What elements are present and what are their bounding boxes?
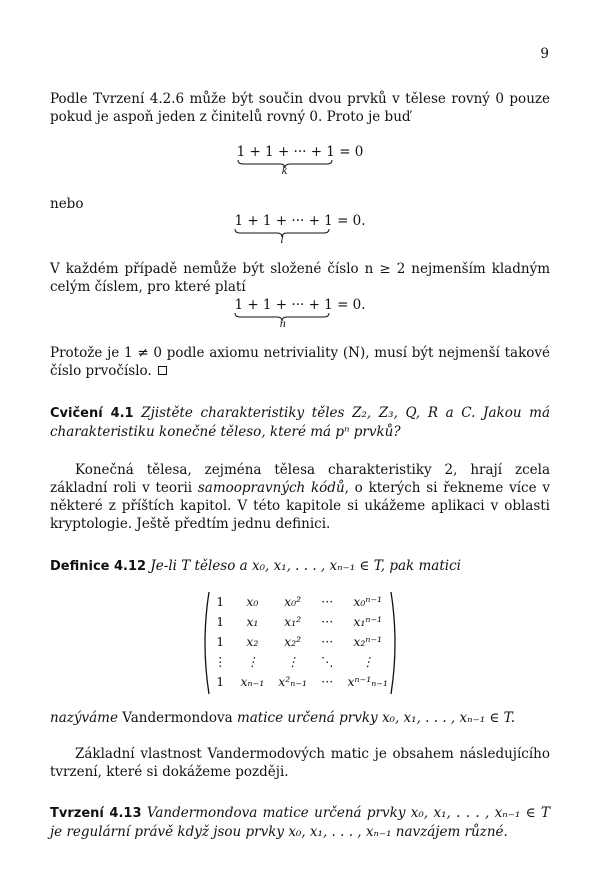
matrix-cell: x₁ [246,613,259,629]
matrix-cell: ⋮ [214,653,227,669]
matrix-cell: ⋱ [320,653,334,669]
paragraph-2: V každém případě nemůže být složené číslo n ≥ 2 nejmenším kladným celým číslem, pro které platí [50,261,550,295]
matrix-cell: x₂² [284,633,302,649]
matrix-cell: ··· [321,673,334,689]
matrix-cell: 1 [216,673,225,689]
equation-k-rhs: = 0 [339,144,364,160]
matrix-cell: x₂ [246,633,259,649]
proposition-label: Tvrzení 4.13 [50,806,142,821]
word-nebo: nebo [50,196,84,212]
equation-n-rhs: = 0. [337,297,366,313]
page-number: 9 [540,46,549,62]
matrix-cell: x₀² [284,593,302,609]
matrix-row [207,631,395,651]
matrix-cell: ⋮ [286,653,299,669]
exercise-label: Cvičení 4.1 [50,406,134,421]
matrix-cell: 1 [216,633,225,649]
proposition-text: Vandermondova matice určená prvky x₀, x₁, . . . , xₙ₋₁ ∈ T je regulární právě když jsou prvky x₀, x₁, . . . , xₙ₋₁ navzájem různé. [50,805,551,840]
after-matrix-a: nazýváme [50,710,118,726]
matrix-row [207,591,395,611]
matrix-cell: xⁿ⁻¹ₙ₋₁ [347,673,388,689]
matrix-cell: ⋮ [246,653,259,669]
equation-l-subscript: l [280,235,284,246]
matrix-row [207,611,395,631]
definition-label: Definice 4.12 [50,559,147,574]
paragraph-4-part-a: Konečná tělesa, zejména tělesa charakteristiky 2, hrají zcela základní roli v teorii [50,462,550,496]
matrix-cell: x²ₙ₋₁ [278,673,307,689]
paragraph-4-emphasis: samoopravných kódů [197,480,345,496]
matrix-cell: ··· [321,633,334,649]
matrix-cell: ··· [321,613,334,629]
exercise-text: Zjistěte charakteristiky těles Z₂, Z₃, Q, R a C. Jakou má charakteristiku konečné těleso, které má pⁿ prvků? [50,405,551,440]
equation-l-rhs: = 0. [337,213,366,229]
matrix-cell: xₙ₋₁ [240,673,265,689]
matrix-row [207,671,395,691]
equation-k-subscript: k [281,166,288,177]
matrix-cell: ⋮ [361,653,374,669]
equation-k [0,144,600,177]
vandermonde-matrix [200,591,400,695]
matrix-cell: ··· [321,593,334,609]
paragraph-3-text: Protože je 1 ≠ 0 podle axiomu netriviality (N), musí být nejmenší takové číslo prvočíslo. [50,345,550,379]
exercise-4-1 [50,404,550,441]
paragraph-5: Základní vlastnost Vandermodových matic je obsahem následujícího tvrzení, které si dokážeme později. [50,746,550,780]
equation-n [0,297,600,330]
matrix-cell: x₂ⁿ⁻¹ [353,633,383,649]
matrix-cell: x₀ [246,593,259,609]
equation-l [0,213,600,246]
matrix-row [207,651,395,671]
paragraph-4-part-b: , o kterých si řekneme více v některé z příštích kapitol. V této kapitole si ukážeme aplikaci v oblasti kryptologie. Ještě předtím jednu definici. [50,480,550,532]
matrix-cell: 1 [216,593,225,609]
paragraph-4 [50,461,550,533]
matrix-table [207,591,395,691]
proposition-4-13 [50,804,550,841]
matrix-cell: x₀ⁿ⁻¹ [353,593,383,609]
equation-k-sum: 1 + 1 + ··· + 1 [236,144,335,160]
after-matrix-c: matice určená prvky x₀, x₁, . . . , xₙ₋₁ ∈ T. [236,710,515,726]
matrix-cell: x₁ⁿ⁻¹ [353,613,383,629]
paragraph-1: Podle Tvrzení 4.2.6 může být součin dvou prvků v tělese rovný 0 pouze pokud je aspoň jeden z činitelů rovný 0. Proto je buď [50,91,550,125]
matrix-cell: 1 [216,613,225,629]
after-matrix-b: Vandermondova [117,710,237,726]
right-parenthesis-icon [390,591,400,695]
equation-l-sum: 1 + 1 + ··· + 1 [234,213,333,229]
definition-text: Je-li T těleso a x₀, x₁, . . . , xₙ₋₁ ∈ T, pak matici [150,558,461,574]
paragraph-3 [50,344,550,380]
equation-n-subscript: n [279,319,286,330]
definition-4-12 [50,557,550,576]
qed-square-icon [158,366,167,375]
after-matrix-line [50,709,550,727]
equation-n-sum: 1 + 1 + ··· + 1 [234,297,333,313]
matrix-cell: x₁² [284,613,302,629]
